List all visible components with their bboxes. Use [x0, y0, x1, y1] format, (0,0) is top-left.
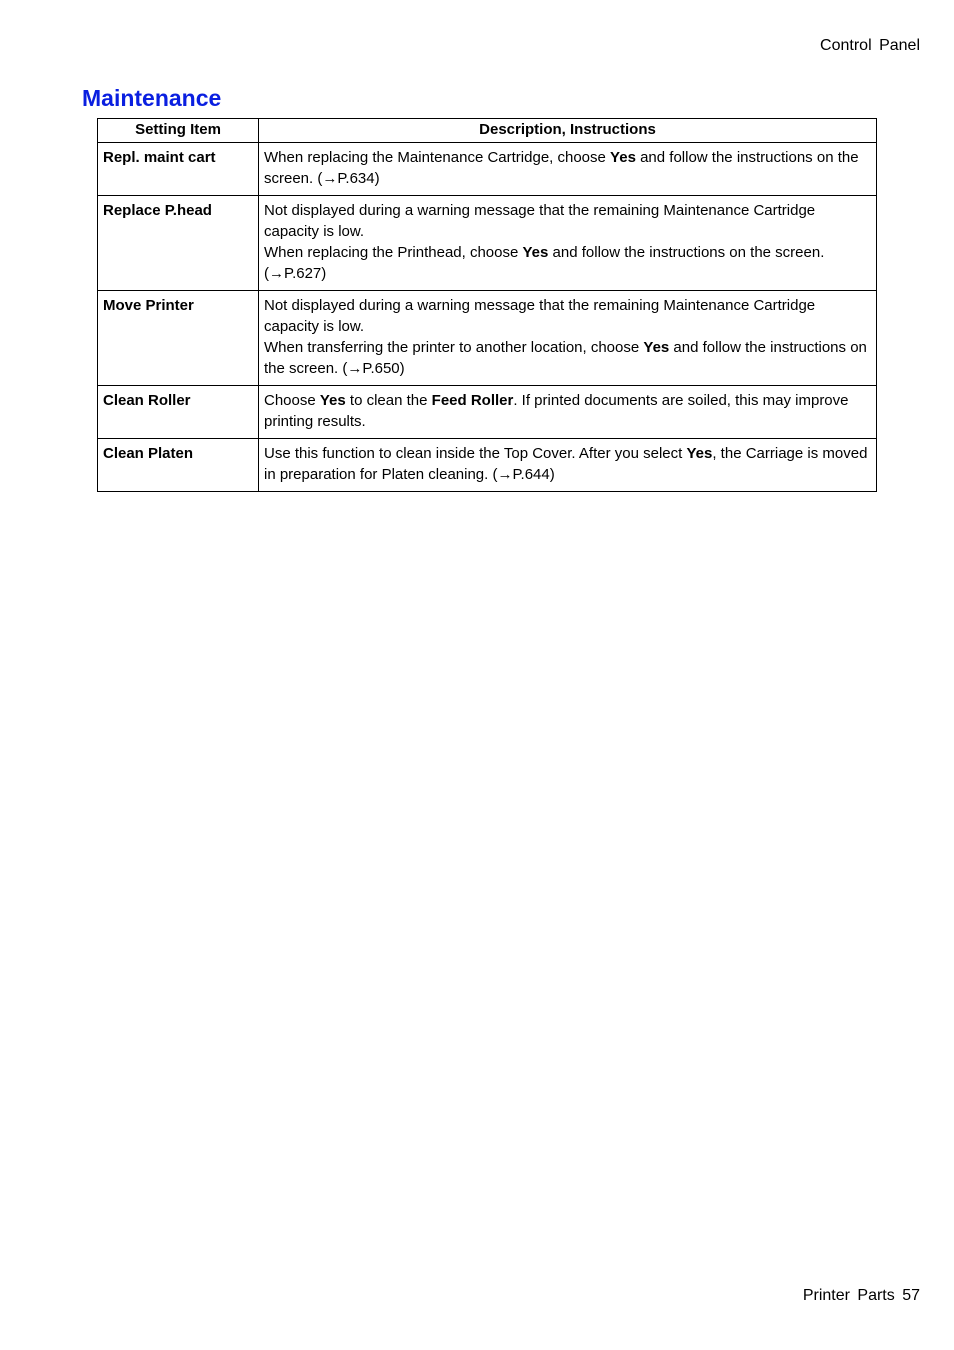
description-text: , the Carriage is moved in preparation for Platen cleaning. (→P.644) — [264, 445, 868, 483]
setting-item-cell: Replace P.head — [98, 196, 259, 291]
description-cell — [259, 196, 877, 291]
description-cell — [259, 291, 877, 386]
description-text: . If printed documents are soiled, this may improve printing results. — [264, 392, 849, 430]
description-text: to clean the — [345, 392, 432, 409]
table-row — [98, 291, 877, 386]
page-number: 57 — [902, 1287, 920, 1304]
description-emphasis: Yes — [610, 149, 636, 166]
footer-chapter: Printer Parts — [802, 1287, 895, 1304]
setting-item-cell: Move Printer — [98, 291, 259, 386]
description-text: Not displayed during a warning message that the remaining Maintenance Cartridge capacity is low. — [264, 202, 816, 240]
description-text: and follow the instructions on the screen. (→P.650) — [264, 339, 867, 377]
description-emphasis: Yes — [522, 244, 549, 261]
running-header — [820, 37, 920, 55]
table-body — [98, 143, 877, 492]
description-cell — [259, 143, 877, 196]
table-row — [98, 386, 877, 439]
description-emphasis: Yes — [686, 445, 713, 462]
description-cell — [259, 386, 877, 439]
description-emphasis: Yes — [643, 339, 670, 356]
description-emphasis: Yes — [319, 392, 346, 409]
section-title: Maintenance — [82, 85, 222, 111]
table-row — [98, 196, 877, 291]
description-text: and follow the instructions on the screen. (→P.627) — [264, 244, 825, 282]
description-text: Use this function to clean inside the Top Cover. After you select — [264, 445, 687, 462]
description-text: When replacing the Maintenance Cartridge, choose — [264, 149, 611, 166]
description-text: Choose — [264, 392, 320, 409]
column-header-setting-item: Setting Item — [98, 119, 259, 143]
column-header-description: Description, Instructions — [259, 119, 877, 143]
description-text: When replacing the Printhead, choose — [264, 244, 523, 261]
table-header-row — [98, 119, 877, 143]
description-emphasis: Feed Roller — [431, 392, 514, 409]
description-text: and follow the instructions on the screen. (→P.634) — [264, 149, 859, 187]
description-text: Not displayed during a warning message that the remaining Maintenance Cartridge capacity is low. — [264, 297, 816, 335]
description-cell — [259, 439, 877, 492]
header-section-title: Control Panel — [820, 37, 920, 54]
setting-item-cell: Repl. maint cart — [98, 143, 259, 196]
setting-item-cell: Clean Roller — [98, 386, 259, 439]
setting-item-cell: Clean Platen — [98, 439, 259, 492]
table-row — [98, 143, 877, 196]
running-footer — [803, 1287, 920, 1305]
description-text: When transferring the printer to another location, choose — [264, 339, 644, 356]
table-row — [98, 439, 877, 492]
maintenance-settings-table — [97, 118, 877, 492]
